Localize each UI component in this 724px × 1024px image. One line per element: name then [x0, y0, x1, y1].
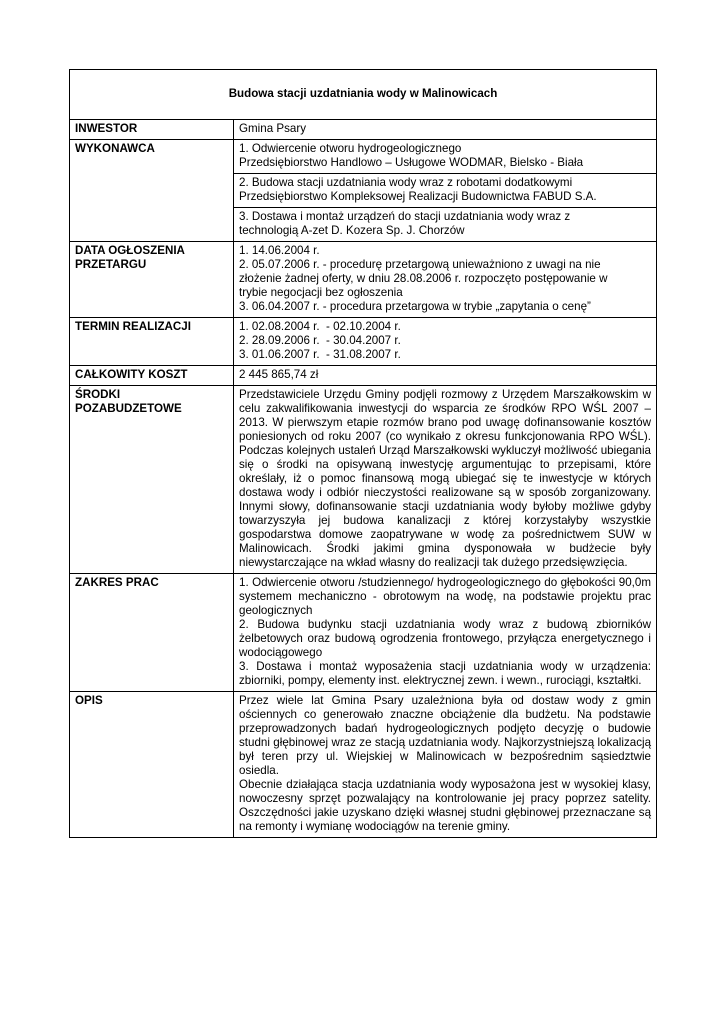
label-wykonawca: WYKONAWCA: [70, 140, 234, 242]
document-title: Budowa stacji uzdatniania wody w Malinowicach: [70, 70, 657, 120]
row-srodki: [70, 386, 657, 574]
label-data-line-2: PRZETARGU: [75, 258, 147, 271]
label-inwestor: INWESTOR: [70, 120, 234, 140]
label-data-line-1: DATA OGŁOSZENIA: [75, 244, 185, 257]
opis-p2: Obecnie działająca stacja uzdatniania wody wyposażona jest w wysokiej klasy, nowoczesny sprzęt pozwalający na kontrolowanie jej pracy poprzez satelity. Oszczędności jakie uzyskano dzięki własnej studni głębinowej przeznaczane są na remonty i wymianę wodociągów na terenie gminy.: [239, 778, 652, 833]
termin-line-3: 3. 01.06.2007 r. - 31.08.2007 r.: [239, 348, 401, 361]
label-opis: OPIS: [70, 692, 234, 838]
label-srodki-line-2: POZABUDZETOWE: [75, 402, 182, 415]
row-zakres: [70, 574, 657, 692]
row-wykonawca-1: [70, 140, 657, 174]
data-line-3: złożenie żadnej oferty, w dniu 28.08.2006 r. rozpoczęto postępowanie w: [239, 272, 608, 285]
value-koszt: 2 445 865,74 zł: [234, 366, 657, 386]
wykonawca-item-2-line-2: Przedsiębiorstwo Kompleksowej Realizacji Budownictwa FABUD S.A.: [239, 190, 597, 203]
data-line-4: trybie negocjacji bez ogłoszenia: [239, 286, 403, 299]
label-zakres: ZAKRES PRAC: [70, 574, 234, 692]
label-termin: TERMIN REALIZACJI: [70, 318, 234, 366]
zakres-p3: 3. Dostawa i montaż wyposażenia stacji uzdatniania wody w urządzenia: zbiorniki, pompy, elementy inst. elektrycznej zewn. i wewn., rurociągi, kształtki.: [239, 660, 652, 687]
row-inwestor: [70, 120, 657, 140]
value-inwestor: Gmina Psary: [234, 120, 657, 140]
title-row: [70, 70, 657, 120]
zakres-p2: 2. Budowa budynku stacji uzdatniania wody wraz z budową zbiorników żelbetowych oraz budową ogrodzenia frontowego, przyłącza energetycznego i wodociągowego: [239, 618, 652, 659]
wykonawca-item-2-line-1: 2. Budowa stacji uzdatniania wody wraz z robotami dodatkowymi: [239, 176, 573, 189]
value-zakres: [234, 574, 657, 692]
wykonawca-item-3-line-1: 3. Dostawa i montaż urządzeń do stacji uzdatniania wody wraz z: [239, 210, 571, 223]
wykonawca-item-1-line-1: 1. Odwiercenie otworu hydrogeologicznego: [239, 142, 462, 155]
value-termin: [234, 318, 657, 366]
termin-line-1: 1. 02.08.2004 r. - 02.10.2004 r.: [239, 320, 401, 333]
wykonawca-item-1-line-2: Przedsiębiorstwo Handlowo – Usługowe WODMAR, Bielsko - Biała: [239, 156, 584, 169]
label-data-przetargu: [70, 242, 234, 318]
wykonawca-item-2: [234, 174, 657, 208]
row-data-przetargu: [70, 242, 657, 318]
value-srodki: Przedstawiciele Urzędu Gminy podjęli rozmowy z Urzędem Marszałkowskim w celu zakwalifikowania inwestycji do wsparcia ze środków RPO WŚL 2007 – 2013. W pierwszym etapie rozmów brano pod uwagę dofinansowanie kosztów poniesionych od roku 2007 (co wynikało z okresu funkcjonowania RPO WŚL). Podczas kolejnych ustaleń Urząd Marszałkowski wykluczył możliwość ubiegania się o środki na opisywaną inwestycję argumentując to przepisami, które określały, iż o pomoc finansową mogą ubiegać się te inwestycje w których dostawa wody i odbiór nieczystości realizowane są w sposób zorganizowany. Innymi słowy, dofinansowanie stacji uzdatniania wody byłoby możliwe gdyby towarzyszyła jej budowa kanalizacji z której korzystałyby wszystkie gospodarstwa domowe zaopatrywane w wodę za pośrednictwem SUW w Malinowicach. Środki jakimi gmina dysponowała w budżecie były niewystarczające na wkład własny do realizacji tak dużego przedsięwzięcia.: [234, 386, 657, 574]
value-data-przetargu: [234, 242, 657, 318]
project-table: [69, 69, 657, 838]
opis-p1: Przez wiele lat Gmina Psary uzależniona była od dostaw wody z gmin ościennych co generowało znaczne obciążenie dla budżetu. Na podstawie przeprowadzonych badań hydrogeologicznych podjęto decyzję o budowie studni głębinowej wraz ze stacją uzdatniania wody. Najkorzystniejszą lokalizacją był teren przy ul. Wiejskiej w Malinowicach w bezpośrednim sąsiedztwie osiedla.: [239, 694, 652, 777]
value-opis: [234, 692, 657, 838]
zakres-p1: 1. Odwiercenie otworu /studziennego/ hydrogeologicznego do głębokości 90,0m systemem mechaniczno - obrotowym na wodę, na podstawie projektu prac geologicznych: [239, 576, 652, 617]
wykonawca-item-1: [234, 140, 657, 174]
row-termin: [70, 318, 657, 366]
row-opis: [70, 692, 657, 838]
data-line-5: 3. 06.04.2007 r. - procedura przetargowa w trybie „zapytania o cenę”: [239, 300, 591, 313]
wykonawca-item-3-line-2: technologią A-zet D. Kozera Sp. J. Chorzów: [239, 224, 465, 237]
wykonawca-item-3: [234, 208, 657, 242]
data-line-2: 2. 05.07.2006 r. - procedurę przetargową unieważniono z uwagi na nie: [239, 258, 601, 271]
label-koszt: CAŁKOWITY KOSZT: [70, 366, 234, 386]
termin-line-2: 2. 28.09.2006 r. - 30.04.2007 r.: [239, 334, 401, 347]
label-srodki: [70, 386, 234, 574]
data-line-1: 1. 14.06.2004 r.: [239, 244, 320, 257]
label-srodki-line-1: ŚRODKI: [75, 388, 121, 401]
row-koszt: [70, 366, 657, 386]
